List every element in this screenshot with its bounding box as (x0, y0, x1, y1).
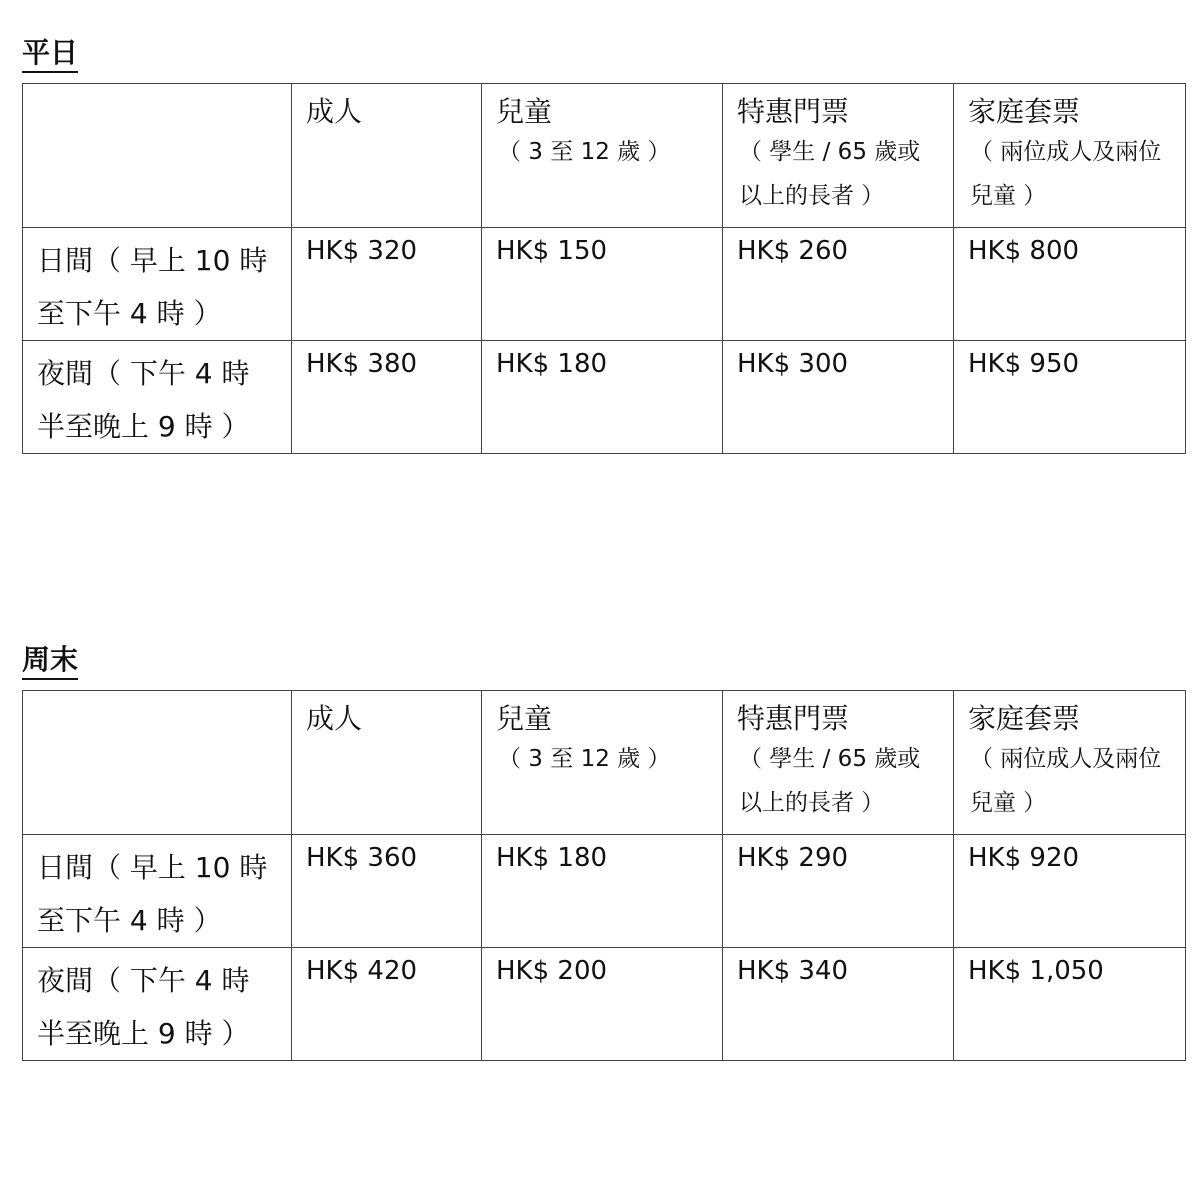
column-title: 兒童 (496, 702, 553, 735)
column-note: （ 3 至 12 歲 ） (498, 139, 671, 165)
price-cell: HK$ 1,050 (954, 948, 1186, 1061)
column-note: （ 兩位成人及兩位兒童 ） (970, 139, 1162, 209)
column-header (292, 691, 482, 835)
column-header (954, 691, 1186, 835)
price-cell: HK$ 200 (482, 948, 723, 1061)
table-row (23, 948, 1186, 1061)
column-header (482, 691, 723, 835)
row-label: 夜間（ 下午 4 時半至晚上 9 時 ） (23, 341, 292, 454)
column-header (723, 84, 954, 228)
column-title: 特惠門票 (737, 95, 850, 128)
corner-cell (23, 84, 292, 228)
price-cell: HK$ 950 (954, 341, 1186, 454)
column-note: （ 3 至 12 歲 ） (498, 746, 671, 772)
column-title: 特惠門票 (737, 702, 850, 735)
column-title: 家庭套票 (968, 95, 1081, 128)
column-title: 兒童 (496, 95, 553, 128)
column-note: （ 學生 / 65 歲或以上的長者 ） (739, 139, 921, 209)
table-row (23, 341, 1186, 454)
price-table (22, 690, 1186, 1061)
column-title: 成人 (306, 95, 363, 128)
weekend-section (22, 643, 1185, 1061)
price-cell: HK$ 320 (292, 228, 482, 341)
price-cell: HK$ 300 (723, 341, 954, 454)
column-title: 成人 (306, 702, 363, 735)
price-cell: HK$ 180 (482, 835, 723, 948)
column-title: 家庭套票 (968, 702, 1081, 735)
price-cell: HK$ 150 (482, 228, 723, 341)
row-label: 夜間（ 下午 4 時半至晚上 9 時 ） (23, 948, 292, 1061)
column-header (482, 84, 723, 228)
price-cell: HK$ 360 (292, 835, 482, 948)
column-header (954, 84, 1186, 228)
table-row (23, 835, 1186, 948)
column-note: （ 兩位成人及兩位兒童 ） (970, 746, 1162, 816)
price-cell: HK$ 290 (723, 835, 954, 948)
price-cell: HK$ 420 (292, 948, 482, 1061)
corner-cell (23, 691, 292, 835)
table-row (23, 228, 1186, 341)
price-cell: HK$ 180 (482, 341, 723, 454)
price-cell: HK$ 260 (723, 228, 954, 341)
price-table (22, 83, 1186, 454)
section-heading: 周末 (22, 643, 78, 680)
weekday-section (22, 36, 1185, 454)
price-cell: HK$ 920 (954, 835, 1186, 948)
header-row (23, 84, 1186, 228)
column-header (723, 691, 954, 835)
price-cell: HK$ 380 (292, 341, 482, 454)
column-header (292, 84, 482, 228)
price-cell: HK$ 340 (723, 948, 954, 1061)
row-label: 日間（ 早上 10 時至下午 4 時 ） (23, 835, 292, 948)
section-heading: 平日 (22, 36, 78, 73)
row-label: 日間（ 早上 10 時至下午 4 時 ） (23, 228, 292, 341)
header-row (23, 691, 1186, 835)
price-cell: HK$ 800 (954, 228, 1186, 341)
column-note: （ 學生 / 65 歲或以上的長者 ） (739, 746, 921, 816)
